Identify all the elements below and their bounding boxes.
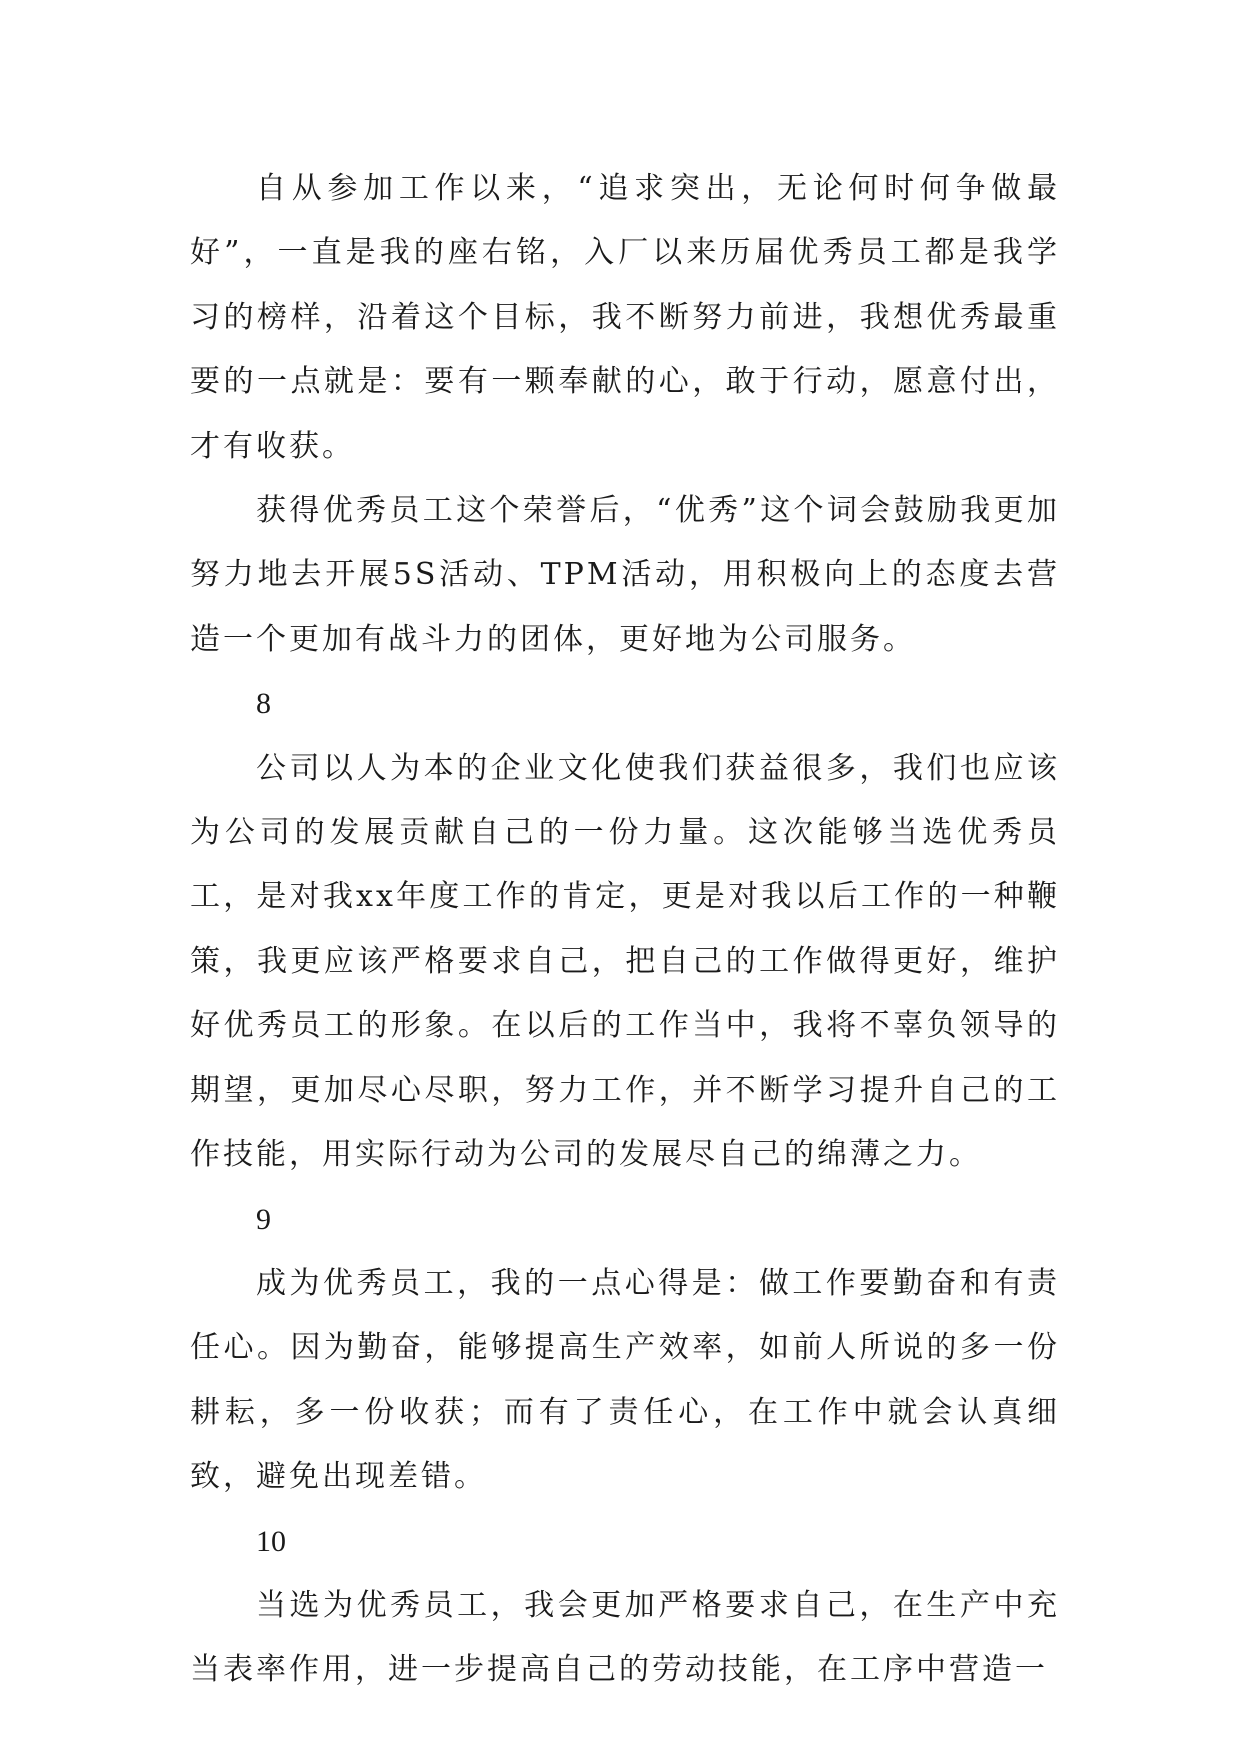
paragraph-company-culture: 公司以人为本的企业文化使我们获益很多，我们也应该为公司的发展贡献自己的一份力量。这次能够当选优秀员工，是对我xx年度工作的肯定，更是对我以后工作的一种鞭策，我更应该严格要求自己，把自己的工作做得更好，维护好优秀员工的形象。在以后的工作当中，我将不辜负领导的期望，更加尽心尽职，努力工作，并不断学习提升自己的工作技能，用实际行动为公司的发展尽自己的绵薄之力。 bbox=[190, 750, 1060, 1173]
section-number-10: 10 bbox=[256, 1524, 286, 1558]
section-number-8: 8 bbox=[256, 687, 271, 721]
section-number-9: 9 bbox=[256, 1202, 271, 1236]
paragraph-honor: 获得优秀员工这个荣誉后，“优秀”这个词会鼓励我更加努力地去开展5S活动、TPM活动，用积极向上的态度去营造一个更加有战斗力的团体，更好地为公司服务。 bbox=[190, 493, 1060, 657]
paragraph-motto: 自从参加工作以来，“追求突出，无论何时何争做最好”，一直是我的座右铭，入厂以来历届优秀员工都是我学习的榜样，沿着这个目标，我不断努力前进，我想优秀最重要的一点就是：要有一颗奉献的心，敢于行动，愿意付出，才有收获。 bbox=[190, 171, 1060, 464]
document-body bbox=[190, 157, 1060, 1703]
paragraph-diligence: 成为优秀员工，我的一点心得是：做工作要勤奋和有责任心。因为勤奋，能够提高生产效率，如前人所说的多一份耕耘，多一份收获；而有了责任心，在工作中就会认真细致，避免出现差错。 bbox=[190, 1265, 1060, 1495]
paragraph-role-model: 当选为优秀员工，我会更加严格要求自己，在生产中充当表率作用，进一步提高自己的劳动技能，在工序中营造一 bbox=[190, 1587, 1060, 1688]
